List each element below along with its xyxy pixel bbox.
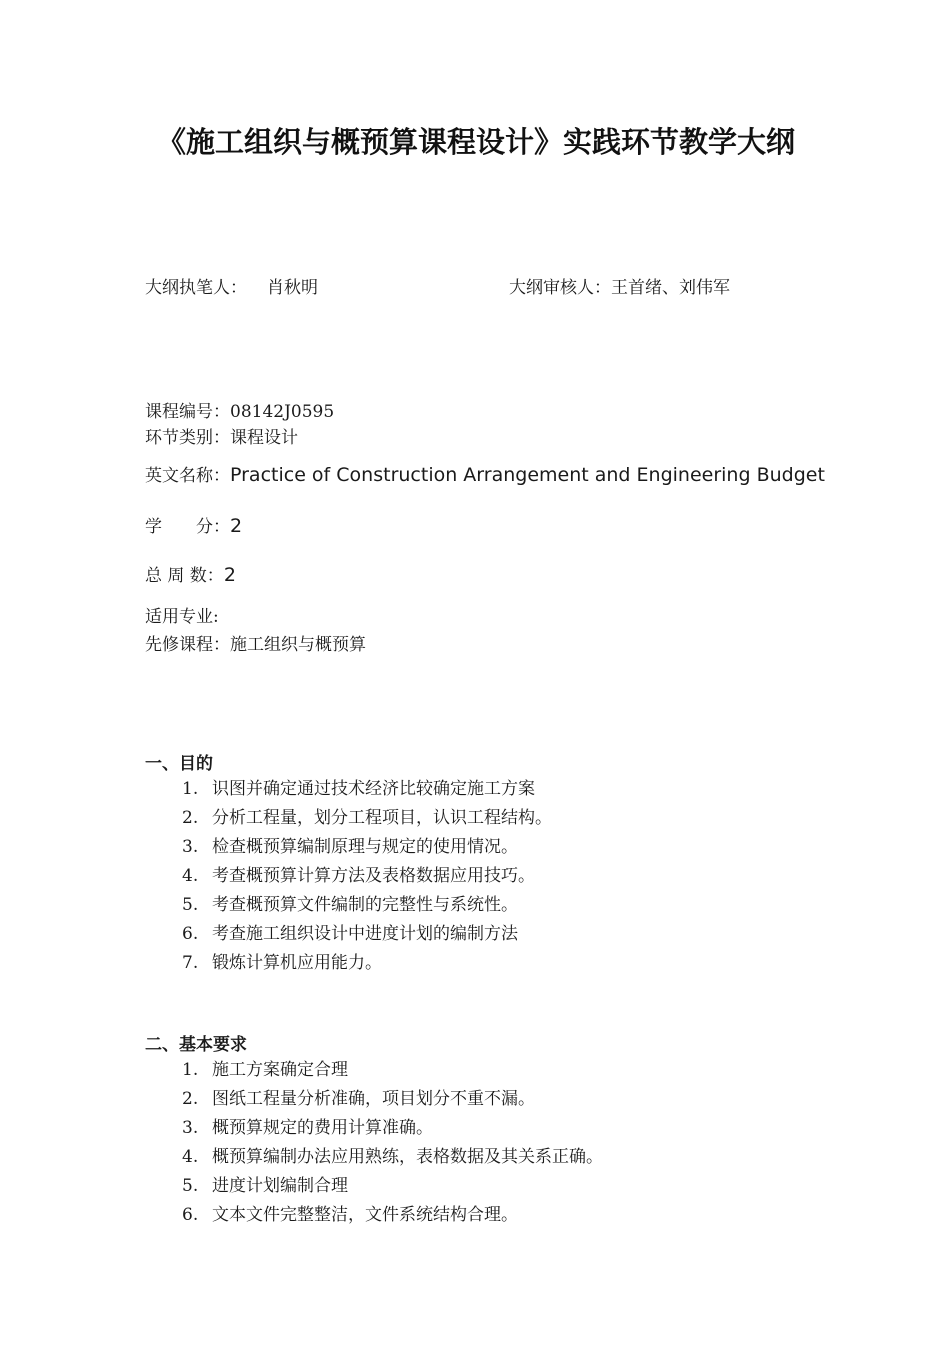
credit-line [145, 512, 242, 537]
english-name-value: Practice of Construction Arrangement and Engineering Budget [230, 464, 825, 486]
list-item-number: 4. [182, 866, 199, 886]
prereq-line [145, 630, 366, 655]
list-item [182, 1056, 603, 1085]
course-code-value: 08142J0595 [230, 402, 335, 422]
writer-name: 肖秋明 [267, 278, 318, 298]
list-item-number: 6. [182, 1205, 199, 1225]
list-item-number: 4. [182, 1147, 199, 1167]
list-item-text: 文本文件完整整洁，文件系统结构合理。 [212, 1205, 518, 1225]
section-requirements-heading: 二、基本要求 [145, 1035, 247, 1055]
list-item-text: 概预算编制办法应用熟练，表格数据及其关系正确。 [212, 1147, 603, 1167]
credit-value: 2 [230, 515, 243, 537]
list-item [182, 1114, 603, 1143]
reviewer-names: 王首绪、刘伟军 [611, 278, 730, 298]
list-item-number: 3. [182, 837, 199, 857]
list-item [182, 862, 552, 891]
list-item [182, 949, 552, 978]
course-code-label: 课程编号： [145, 402, 230, 422]
list-item [182, 833, 552, 862]
list-item-number: 2. [182, 1089, 199, 1109]
writer-label: 大纲执笔人： [145, 278, 247, 298]
list-item-text: 锻炼计算机应用能力。 [212, 953, 382, 973]
list-item-number: 7. [182, 953, 199, 973]
list-item-number: 1. [182, 1060, 199, 1080]
list-item-text: 图纸工程量分析准确，项目划分不重不漏。 [212, 1089, 535, 1109]
list-item-number: 1. [182, 779, 199, 799]
list-item-text: 进度计划编制合理 [212, 1176, 348, 1196]
credit-label: 学 分： [145, 517, 230, 537]
prereq-value: 施工组织与概预算 [230, 635, 366, 655]
english-name-label: 英文名称： [145, 466, 230, 486]
course-code-line [145, 397, 334, 422]
weeks-line [145, 561, 236, 586]
reviewer-line [509, 273, 730, 298]
list-item-text: 施工方案确定合理 [212, 1060, 348, 1080]
list-item-text: 识图并确定通过技术经济比较确定施工方案 [212, 779, 535, 799]
major-label: 适用专业: [145, 607, 219, 627]
list-item-number: 5. [182, 1176, 199, 1196]
course-type-value: 课程设计 [230, 428, 298, 448]
list-item-number: 2. [182, 808, 199, 828]
list-item [182, 804, 552, 833]
writer-line [145, 273, 318, 298]
major-line [145, 602, 219, 627]
prereq-label: 先修课程： [145, 635, 230, 655]
list-item-text: 分析工程量，划分工程项目，认识工程结构。 [212, 808, 552, 828]
list-item [182, 1143, 603, 1172]
list-item-text: 检查概预算编制原理与规定的使用情况。 [212, 837, 518, 857]
course-type-line [145, 423, 298, 448]
section-objectives-heading: 一、目的 [145, 754, 213, 774]
list-item [182, 891, 552, 920]
list-item-number: 6. [182, 924, 199, 944]
list-item [182, 1172, 603, 1201]
list-item [182, 920, 552, 949]
list-item-text: 概预算规定的费用计算准确。 [212, 1118, 433, 1138]
weeks-value: 2 [223, 564, 236, 586]
reviewer-label: 大纲审核人： [509, 278, 611, 298]
english-name-line [145, 461, 825, 486]
list-item-number: 3. [182, 1118, 199, 1138]
list-item-number: 5. [182, 895, 199, 915]
page-title: 《施工组织与概预算课程设计》实践环节教学大纲 [156, 125, 795, 159]
objectives-list [182, 775, 552, 978]
list-item-text: 考查概预算计算方法及表格数据应用技巧。 [212, 866, 535, 886]
weeks-label: 总 周 数： [145, 566, 224, 586]
list-item [182, 1085, 603, 1114]
list-item-text: 考查概预算文件编制的完整性与系统性。 [212, 895, 518, 915]
list-item-text: 考查施工组织设计中进度计划的编制方法 [212, 924, 518, 944]
list-item [182, 775, 552, 804]
requirements-list [182, 1056, 603, 1230]
course-type-label: 环节类别： [145, 428, 230, 448]
list-item [182, 1201, 603, 1230]
